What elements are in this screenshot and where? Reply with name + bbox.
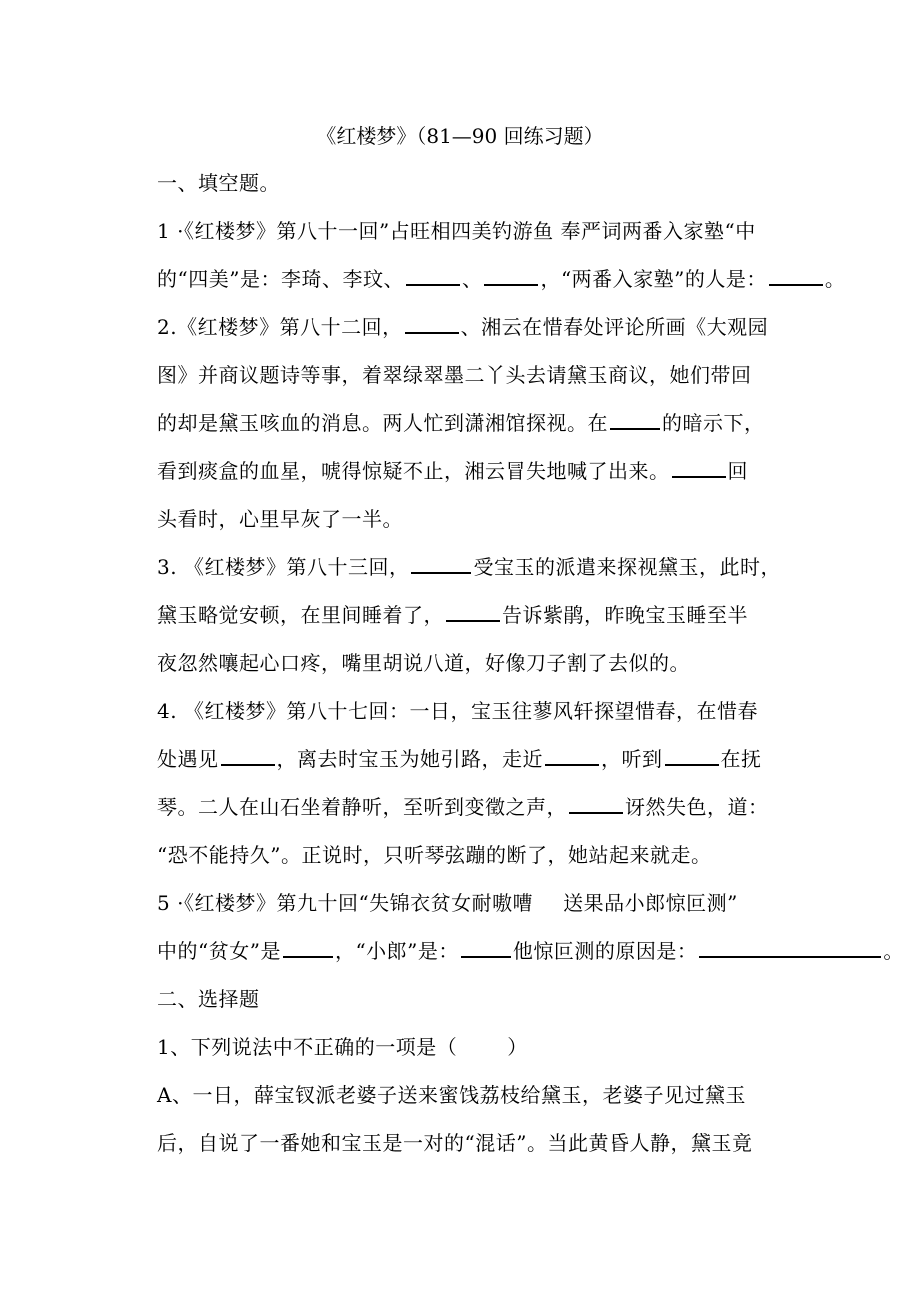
q5-text-a: 5 ·《红楼梦》第九十回“失锦衣贫女耐嗷嘈 bbox=[157, 891, 534, 915]
mc1-stem bbox=[157, 1033, 528, 1061]
q2-line-4 bbox=[157, 457, 748, 485]
answer-blank[interactable] bbox=[406, 266, 460, 286]
q1-line-2 bbox=[157, 265, 845, 293]
q4-line-4: “恐不能持久”。正说时，只听琴弦蹦的断了，她站起来就走。 bbox=[157, 843, 712, 867]
q2-line-2: 图》并商议题诗等事，着翠绿翠墨二丫头去请黛玉商议，她们带回 bbox=[157, 363, 752, 387]
q3-line-3: 夜忽然嚷起心口疼，嘴里胡说八道，好像刀子割了去似的。 bbox=[157, 651, 690, 675]
q3-line-1 bbox=[157, 553, 781, 581]
q4-text-d: 在抚 bbox=[720, 747, 762, 771]
answer-blank[interactable] bbox=[411, 554, 471, 574]
q1-text-c: ，“两番入家塾”的人是： bbox=[540, 267, 767, 291]
answer-blank[interactable] bbox=[672, 458, 726, 478]
answer-blank[interactable] bbox=[461, 938, 511, 958]
q4-text-c: ，听到 bbox=[601, 747, 663, 771]
q3-text-b: 受宝玉的派遣来探视黛玉，此时， bbox=[473, 555, 781, 579]
q5-line-1 bbox=[157, 889, 738, 917]
q2-text-b: 、湘云在惜春处评论所画《大观园 bbox=[460, 315, 769, 339]
mc1-stem-close: ） bbox=[507, 1035, 528, 1059]
mc1-option-a-line-1: A、一日，薛宝钗派老婆子送来蜜饯荔枝给黛玉，老婆子见过黛玉 bbox=[157, 1083, 746, 1107]
q2-text-d: 的暗示下， bbox=[662, 411, 765, 435]
section-heading-multiple-choice: 二、选择题 bbox=[157, 987, 260, 1011]
answer-blank[interactable] bbox=[665, 746, 719, 766]
q4-line-3 bbox=[157, 793, 769, 821]
q3-text-d: 告诉紫鹃，昨晚宝玉睡至半 bbox=[502, 603, 748, 627]
q5-line-2 bbox=[157, 937, 904, 965]
q2-line-3 bbox=[157, 409, 765, 437]
q5-text-e: 他惊叵测的原因是： bbox=[512, 939, 698, 963]
answer-blank[interactable] bbox=[446, 602, 500, 622]
q1-text-a: 的“四美”是：李琦、李玟、 bbox=[157, 267, 404, 291]
q5-text-f: 。 bbox=[883, 939, 904, 963]
q1-text-d: 。 bbox=[824, 267, 846, 291]
q4-text-e: 琴。二人在山石坐着静听，至听到变徵之声， bbox=[157, 795, 567, 819]
q4-text-f: 讶然失色，道： bbox=[625, 795, 769, 819]
q2-text-a: 2.《红楼梦》第八十二回， bbox=[157, 315, 403, 339]
answer-blank[interactable] bbox=[484, 266, 538, 286]
q5-text-c: 中的“贫女”是 bbox=[157, 939, 281, 963]
answer-blank[interactable] bbox=[610, 410, 660, 430]
q5-text-d: ，“小郎”是： bbox=[334, 939, 459, 963]
q4-text-a: 处遇见 bbox=[157, 747, 219, 771]
q2-text-f: 回 bbox=[727, 459, 748, 483]
answer-blank[interactable] bbox=[569, 794, 623, 814]
q2-text-c: 的却是黛玉咳血的消息。两人忙到潇湘馆探视。在 bbox=[157, 411, 608, 435]
mc1-stem-text: 1、下列说法中不正确的一项是（ bbox=[157, 1035, 458, 1059]
q1-text-b: 、 bbox=[461, 267, 483, 291]
mc1-option-a-line-2: 后，自说了一番她和宝玉是一对的“混话”。当此黄昏人静，黛玉竟 bbox=[157, 1131, 753, 1155]
answer-blank[interactable] bbox=[283, 938, 333, 958]
q5-text-b: 送果品小郎惊叵测” bbox=[563, 891, 738, 915]
answer-blank-long[interactable] bbox=[699, 938, 881, 958]
q4-text-b: ，离去时宝玉为她引路，走近 bbox=[276, 747, 543, 771]
answer-blank[interactable] bbox=[221, 746, 275, 766]
answer-blank[interactable] bbox=[545, 746, 599, 766]
answer-blank[interactable] bbox=[769, 266, 823, 286]
document-title: 《红楼梦》（81—90 回练习题） bbox=[316, 124, 604, 148]
q1-line-1: 1 ·《红楼梦》第八十一回”占旺相四美钓游鱼 奉严词两番入家塾“中 bbox=[157, 219, 756, 243]
section-heading-fill-in: 一、填空题。 bbox=[157, 171, 280, 195]
q3-line-2 bbox=[157, 601, 748, 629]
q3-text-c: 黛玉略觉安顿，在里间睡着了， bbox=[157, 603, 444, 627]
q2-line-1 bbox=[157, 313, 768, 341]
q4-line-2 bbox=[157, 745, 762, 773]
q2-text-e: 看到痰盒的血星，唬得惊疑不止，湘云冒失地喊了出来。 bbox=[157, 459, 670, 483]
q4-line-1: 4. 《红楼梦》第八十七回：一日，宝玉往蓼风轩探望惜春，在惜春 bbox=[157, 699, 758, 723]
answer-blank[interactable] bbox=[405, 314, 459, 334]
q3-text-a: 3. 《红楼梦》第八十三回， bbox=[157, 555, 410, 579]
q2-line-5: 头看时，心里早灰了一半。 bbox=[157, 507, 403, 531]
